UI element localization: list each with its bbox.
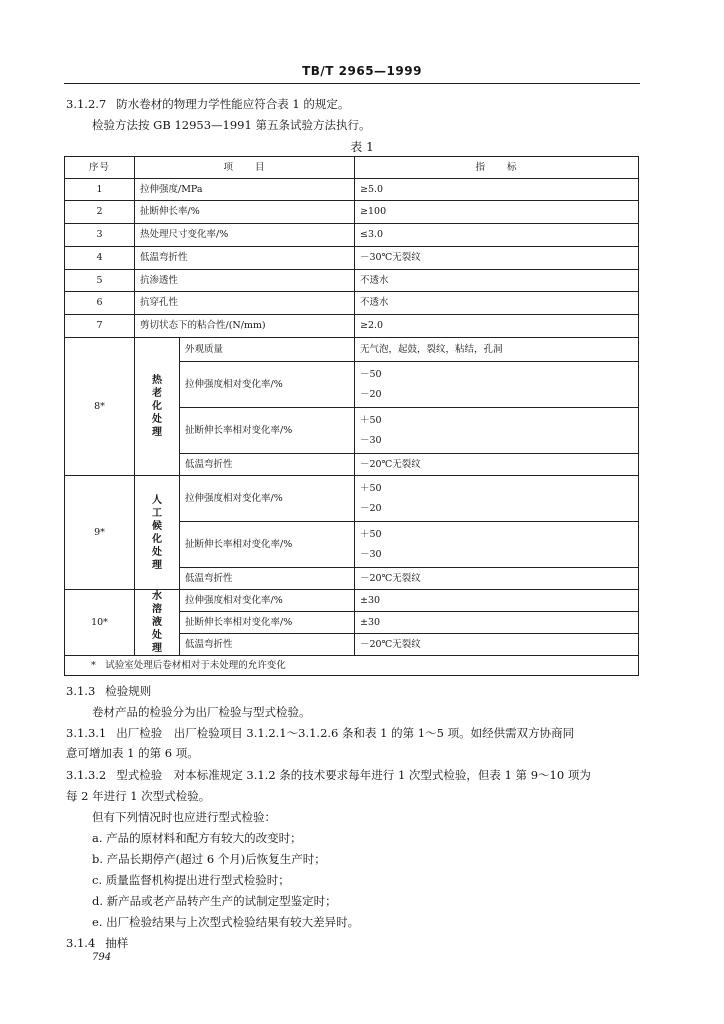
- row-value: ≥100: [355, 201, 639, 224]
- row-value: ≥2.0: [355, 315, 639, 338]
- table-row: [65, 224, 639, 247]
- table-footnote-row: [65, 656, 639, 676]
- clause-3127-method: 检验方法按 GB 12953—1991 第五条试验方法执行。: [92, 118, 371, 132]
- row-item: 扯断伸长率/%: [135, 201, 355, 224]
- group9-no: 9*: [65, 476, 135, 590]
- row-no: 3: [65, 224, 135, 247]
- group9-label: 人工候化处理: [135, 476, 180, 590]
- group8-label: 热老化处理: [135, 338, 180, 476]
- row-item: 剪切状态下的粘合性/(N/mm): [135, 315, 355, 338]
- clause-text: 出厂检验 出厂检验项目 3.1.2.1～3.1.2.6 条和表 1 的第 1～5 项。如经供需双方协商同: [116, 726, 575, 740]
- row-value: ＋50 －30: [355, 408, 639, 454]
- row-no: 5: [65, 270, 135, 292]
- table-row: [65, 247, 639, 270]
- row-no: 6: [65, 292, 135, 315]
- clause-text: 防水卷材的物理力学性能应符合表 1 的规定。: [116, 97, 350, 111]
- row-value: －20℃无裂纹: [355, 454, 639, 476]
- row-value: －50 －20: [355, 362, 639, 408]
- row-item: 外观质量: [180, 338, 355, 362]
- table-row: [65, 292, 639, 315]
- row-value: 不透水: [355, 292, 639, 315]
- table-row: [65, 338, 639, 362]
- clause-3127: [66, 96, 349, 112]
- table-caption: 表 1: [350, 140, 374, 154]
- row-item: 热处理尺寸变化率/%: [135, 224, 355, 247]
- row-item: 拉伸强度相对变化率/%: [180, 590, 355, 612]
- clause-3132: [66, 767, 591, 783]
- row-item: 扯断伸长率相对变化率/%: [180, 408, 355, 454]
- list-item: b. 产品长期停产(超过 6 个月)后恢复生产时；: [92, 852, 326, 866]
- list-item: d. 新产品或老产品转产生产的试制定型鉴定时；: [92, 894, 337, 908]
- row-no: 7: [65, 315, 135, 338]
- row-value: 不透水: [355, 270, 639, 292]
- row-value: ＋50 －20: [355, 476, 639, 522]
- table-row: [65, 201, 639, 224]
- clause-313: [66, 683, 151, 699]
- table-row: [65, 476, 639, 522]
- group10-no: 10*: [65, 590, 135, 656]
- clause-314: [66, 935, 128, 951]
- clause-3131: [66, 725, 574, 741]
- table-row: [65, 315, 639, 338]
- table-footnote: * 试验室处理后卷材相对于未处理的允许变化: [65, 656, 639, 676]
- clause-title: 检验规则: [105, 684, 152, 698]
- header-rule: [64, 83, 640, 84]
- page-header-code: TB/T 2965—1999: [302, 64, 422, 78]
- row-value: ±30: [355, 612, 639, 634]
- list-item: e. 出厂检验结果与上次型式检验结果有较大差异时。: [92, 915, 360, 929]
- row-value: －20℃无裂纹: [355, 568, 639, 590]
- row-no: 2: [65, 201, 135, 224]
- row-item: 低温弯折性: [135, 247, 355, 270]
- head-item: 项 目: [135, 157, 355, 179]
- spec-table: [64, 156, 639, 676]
- row-no: 4: [65, 247, 135, 270]
- clause-3132-intro: 但有下列情况时也应进行型式检验：: [92, 810, 276, 824]
- clause-3131-line2: 意可增加表 1 的第 6 项。: [66, 746, 199, 760]
- table-head-row: [65, 157, 639, 179]
- group8-no: 8*: [65, 338, 135, 476]
- row-value: ±30: [355, 590, 639, 612]
- clause-313-text: 卷材产品的检验分为出厂检验与型式检验。: [92, 705, 311, 719]
- row-value: －30℃无裂纹: [355, 247, 639, 270]
- table-row: [65, 270, 639, 292]
- clause-title: 抽样: [105, 936, 129, 950]
- row-item: 拉伸强度相对变化率/%: [180, 362, 355, 408]
- row-no: 1: [65, 179, 135, 201]
- page-number: 794: [92, 952, 112, 963]
- row-item: 扯断伸长率相对变化率/%: [180, 522, 355, 568]
- row-item: 低温弯折性: [180, 454, 355, 476]
- group10-label: 水溶液处理: [135, 590, 180, 656]
- list-item: c. 质量监督机构提出进行型式检验时；: [92, 873, 290, 887]
- row-item: 低温弯折性: [180, 568, 355, 590]
- row-value: ≥5.0: [355, 179, 639, 201]
- row-value: －20℃无裂纹: [355, 634, 639, 656]
- table-row: [65, 590, 639, 612]
- clause-3132-line2: 每 2 年进行 1 次型式检验。: [66, 789, 211, 803]
- list-item: a. 产品的原材料和配方有较大的改变时；: [92, 831, 302, 845]
- row-item: 低温弯折性: [180, 634, 355, 656]
- head-serial: 序号: [65, 157, 135, 179]
- clause-number: 3.1.3.2: [66, 768, 107, 782]
- table-row: [65, 179, 639, 201]
- row-value: 无气泡，起鼓，裂纹，粘结，孔洞: [355, 338, 639, 362]
- row-value: ≤3.0: [355, 224, 639, 247]
- clause-number: 3.1.2.7: [66, 97, 107, 111]
- clause-text: 型式检验 对本标准规定 3.1.2 条的技术要求每年进行 1 次型式检验，但表 1 第 9～10 项为: [116, 768, 591, 782]
- row-item: 拉伸强度/MPa: [135, 179, 355, 201]
- row-item: 抗渗透性: [135, 270, 355, 292]
- clause-number: 3.1.4: [66, 936, 96, 950]
- clause-number: 3.1.3.1: [66, 726, 107, 740]
- row-item: 抗穿孔性: [135, 292, 355, 315]
- row-item: 拉伸强度相对变化率/%: [180, 476, 355, 522]
- row-item: 扯断伸长率相对变化率/%: [180, 612, 355, 634]
- head-index: 指 标: [355, 157, 639, 179]
- row-value: ＋50 －30: [355, 522, 639, 568]
- clause-number: 3.1.3: [66, 684, 96, 698]
